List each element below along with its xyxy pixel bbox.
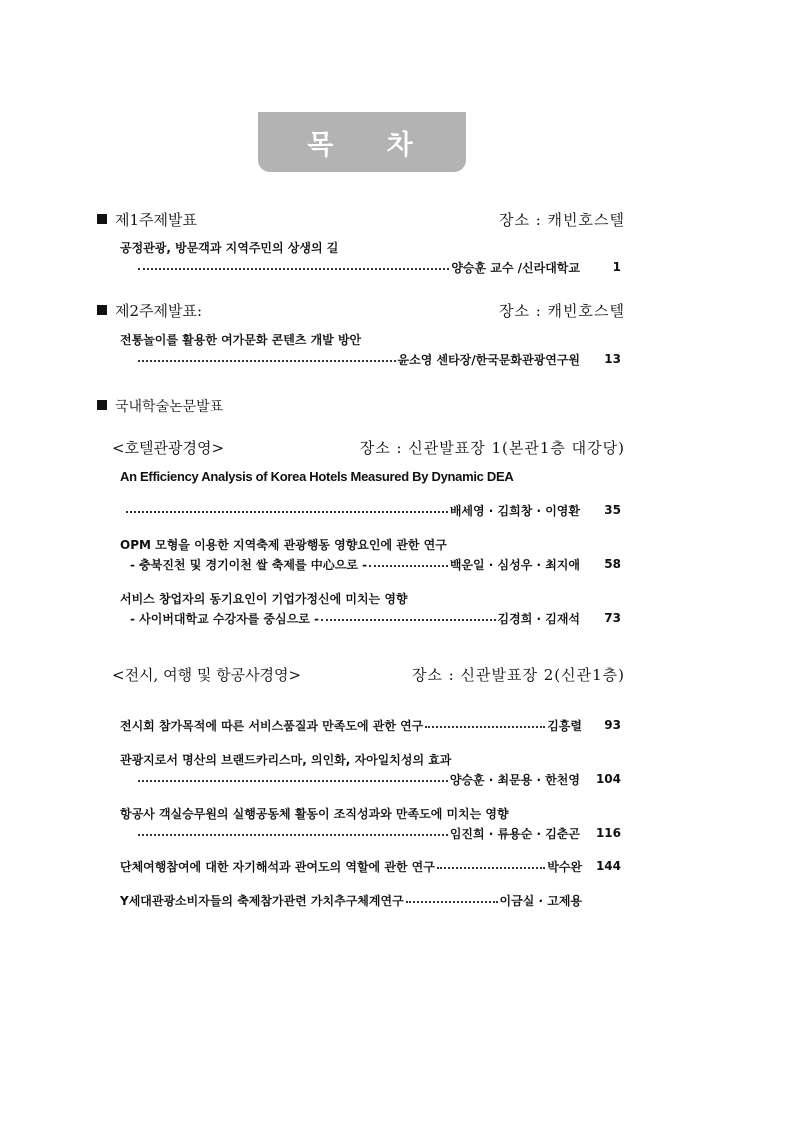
leader-dots: [406, 901, 498, 903]
paper-2-page: 58: [604, 557, 621, 571]
paper-3-page: 73: [604, 611, 621, 625]
leader-dots: [138, 780, 448, 782]
domestic-heading: 국내학술논문발표: [97, 396, 223, 416]
paper-5-title: 관광지로서 명산의 브랜드카리스마, 의인화, 자아일치성의 효과: [120, 753, 452, 767]
paper-4-page: 93: [604, 718, 621, 732]
toc-title: 목 차: [307, 129, 417, 161]
leader-dots: [138, 268, 449, 270]
section-2-location: 장소 : 캐빈호스텔: [498, 302, 625, 320]
paper-8-author: 이금실 · 고제용: [499, 893, 582, 908]
paper-2-author-line: [130, 555, 580, 573]
paper-6-title: 항공사 객실승무원의 실행공동체 활동이 조직성과와 만족도에 미치는 영향: [120, 807, 509, 821]
paper-5-author: 양승훈 · 최문용 · 한천영: [449, 772, 580, 787]
paper-8-line: [120, 891, 582, 909]
paper-3-author-line: [130, 609, 580, 627]
paper-7-author: 박수완: [547, 859, 582, 874]
paper-4-author: 김흥렬: [547, 718, 582, 733]
paper-2-author: 백운일 · 심성우 · 최지애: [449, 557, 580, 572]
paper-4-title: 전시회 참가목적에 따른 서비스품질과 만족도에 관한 연구: [120, 718, 424, 733]
leader-dots: [437, 867, 545, 869]
group-1-location: 장소 : 신관발표장 1(본관1층 대강당): [359, 439, 625, 457]
section-1-author-line: [136, 258, 580, 276]
paper-1-author: 배세영 · 김희창 · 이영환: [449, 503, 580, 518]
section-1-author: 양승훈 교수 /신라대학교: [451, 260, 580, 275]
group-2-name: <전시, 여행 및 항공사경영>: [112, 666, 302, 684]
leader-dots: [138, 360, 396, 362]
paper-7-line: [120, 857, 582, 875]
paper-1-author-line: [124, 501, 580, 519]
paper-5-author-line: [136, 770, 580, 788]
paper-4-line: [120, 716, 582, 734]
square-bullet-icon: [97, 305, 107, 315]
leader-dots: [425, 726, 545, 728]
section-1-heading: 제1주제발표: [97, 209, 197, 230]
section-2-paper-title: 전통놀이를 활용한 여가문화 콘텐츠 개발 방안: [120, 333, 362, 347]
toc-title-tab: [258, 112, 466, 172]
section-2-author-line: [136, 350, 580, 368]
paper-6-author-line: [136, 824, 580, 842]
paper-7-page: 144: [595, 859, 621, 873]
paper-2-title: OPM 모형을 이용한 지역축제 관광행동 영향요인에 관한 연구: [120, 538, 447, 552]
square-bullet-icon: [97, 214, 107, 224]
paper-5-page: 104: [595, 772, 621, 786]
paper-6-page: 116: [595, 826, 621, 840]
leader-dots: [126, 511, 448, 513]
leader-dots: [321, 619, 496, 621]
paper-1-title: An Efficiency Analysis of Korea Hotels Measured By Dynamic DEA: [120, 469, 514, 484]
section-2-heading: 제2주제발표:: [97, 300, 202, 321]
section-1-paper-title: 공정관광, 방문객과 지역주민의 상생의 길: [120, 241, 339, 255]
section-2-author: 윤소영 센타장/한국문화관광연구원: [397, 352, 580, 367]
paper-3-subtitle: - 사이버대학교 수강자를 중심으로 -: [130, 611, 319, 626]
paper-3-title: 서비스 창업자의 동기요인이 기업가정신에 미치는 영향: [120, 592, 408, 606]
leader-dots: [138, 834, 448, 836]
paper-1-page: 35: [604, 503, 621, 517]
paper-3-author: 김경희 · 김재석: [497, 611, 580, 626]
section-1-location: 장소 : 캐빈호스텔: [498, 211, 625, 229]
paper-7-title: 단체여행참여에 대한 자기해석과 관여도의 역할에 관한 연구: [120, 859, 435, 874]
group-2-location: 장소 : 신관발표장 2(신관1층): [411, 666, 625, 684]
section-1-page: 1: [612, 260, 621, 274]
paper-2-subtitle: - 충북진천 및 경기이천 쌀 축제를 中心으로 -: [130, 557, 368, 572]
square-bullet-icon: [97, 400, 107, 410]
leader-dots: [369, 565, 448, 567]
paper-8-title: Y세대관광소비자들의 축제참가관련 가치추구체계연구: [120, 893, 404, 908]
section-2-page: 13: [604, 352, 621, 366]
paper-6-author: 임진희 · 류용순 · 김춘곤: [449, 826, 580, 841]
group-1-name: <호텔관광경영>: [112, 439, 225, 457]
